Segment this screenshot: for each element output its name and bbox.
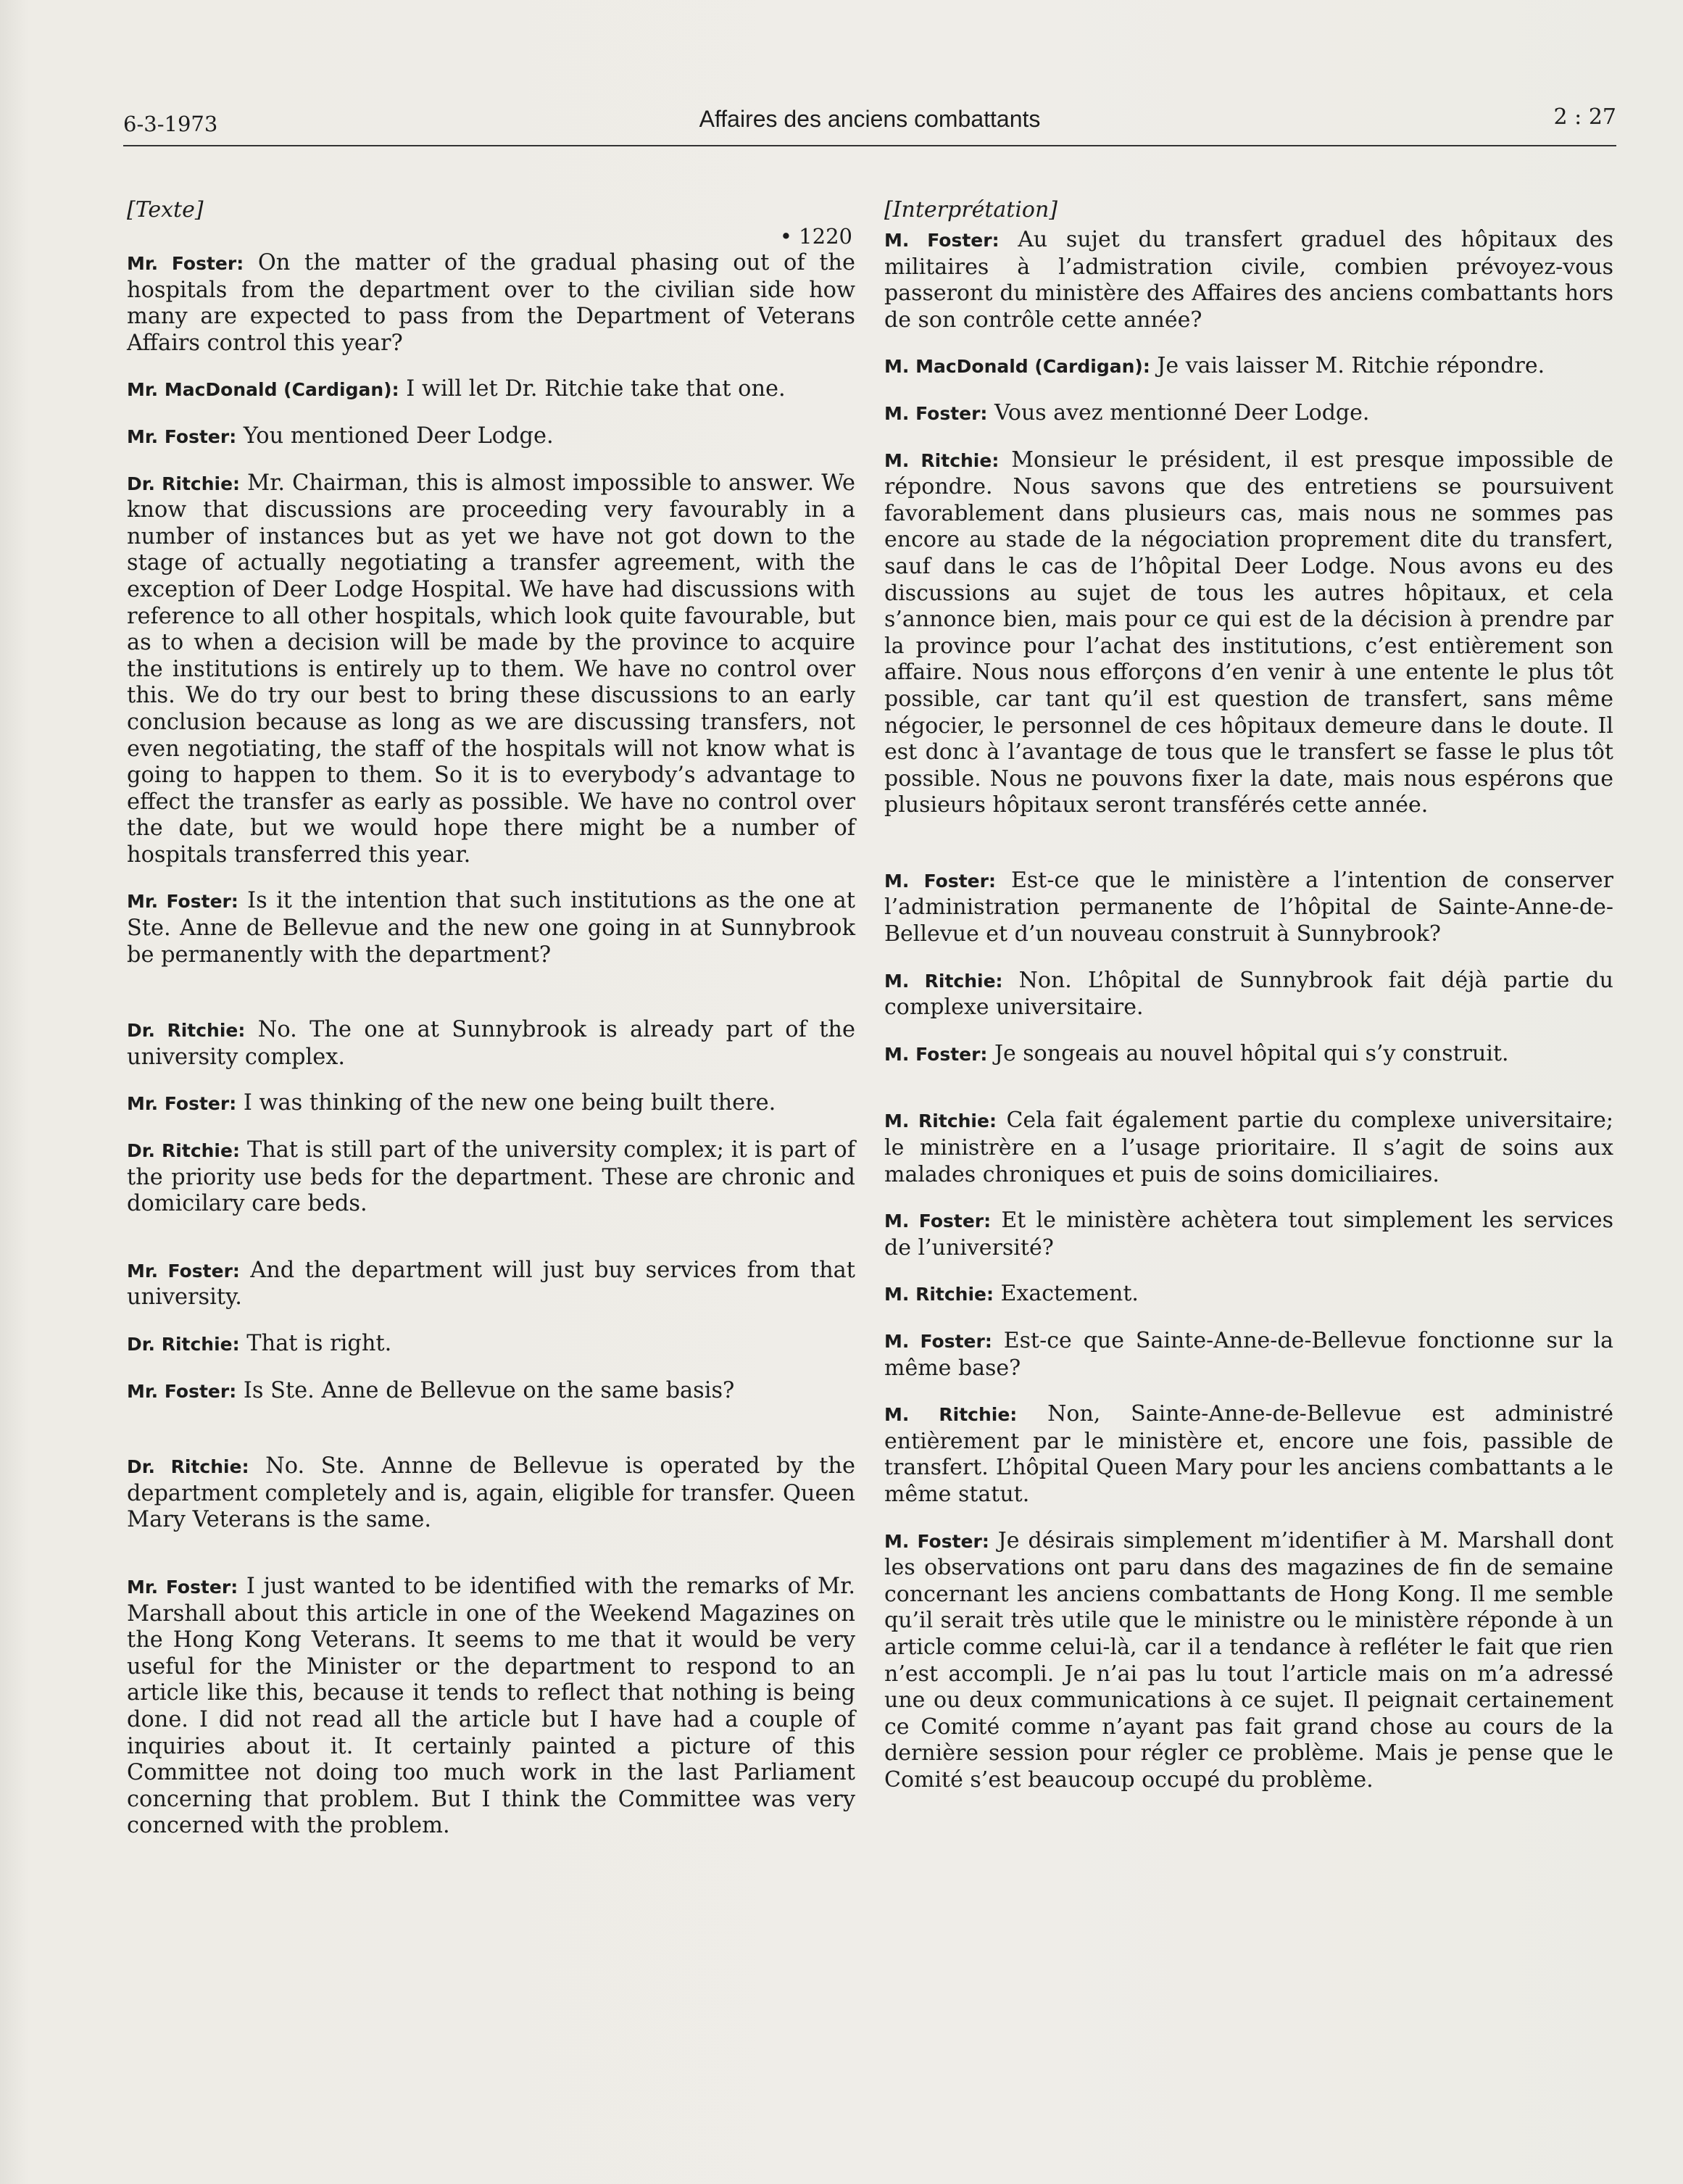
speech-paragraph bbox=[127, 1574, 855, 1840]
speaker-name: Mr. Foster: bbox=[127, 891, 238, 913]
speech-text: I just wanted to be identified with the remarks of Mr. Marshall about this article in one of the Weekend Magazines on the Hong Kong Veterans. It seems to me that it would be very useful for the Minister or the department to respond to an article like this, because it tends to reflect that nothing is being done. I did not read all the article but I have had a couple of inquiries about it. It certainly painted a picture of this Committee not doing too much work in the last Parliament concerning that problem. But I think the Committee was very concerned with the problem. bbox=[127, 1573, 855, 1839]
speaker-name: Mr. Foster: bbox=[127, 1093, 237, 1115]
speech-paragraph bbox=[127, 888, 855, 968]
paragraph-gap bbox=[884, 839, 1613, 868]
right-column-french bbox=[884, 197, 1613, 1814]
speaker-name: Mr. Foster: bbox=[127, 1260, 240, 1282]
page-header bbox=[123, 101, 1616, 146]
speech-text: Cela fait également partie du complexe universitaire; le ministrère en a l’usage prioritaire. Il s’agit de soins aux malades chroniques et puis de soins domiciliaires. bbox=[884, 1108, 1613, 1187]
speech-text: That is still part of the university complex; it is part of the priority use beds for the department. These are chronic and domicilary care beds. bbox=[127, 1137, 855, 1217]
speaker-name: Mr. Foster: bbox=[127, 1576, 238, 1598]
speech-paragraph bbox=[884, 1328, 1613, 1382]
speech-paragraph bbox=[884, 1041, 1613, 1068]
speaker-name: M. Foster: bbox=[884, 1331, 992, 1352]
speech-paragraph bbox=[127, 1090, 855, 1118]
speech-text: You mentioned Deer Lodge. bbox=[236, 423, 554, 449]
speech-paragraph bbox=[127, 1017, 855, 1071]
speech-paragraph bbox=[127, 470, 855, 869]
speech-paragraph bbox=[884, 227, 1613, 333]
speech-paragraph bbox=[127, 1331, 855, 1358]
header-date: 6-3-1973 bbox=[123, 112, 218, 136]
header-title: Affaires des anciens combattants bbox=[699, 106, 1041, 132]
speaker-name: Mr. Foster: bbox=[127, 1380, 237, 1402]
speaker-name: M. Ritchie: bbox=[884, 1110, 997, 1132]
speech-text: I was thinking of the new one being built there. bbox=[236, 1090, 776, 1116]
speech-text: On the matter of the gradual phasing out of the hospitals from the department over to the civilian side how many are expected to pass from the Department of Veterans Affairs control this year? bbox=[127, 250, 855, 356]
speaker-name: M. Foster: bbox=[884, 1043, 988, 1065]
speaker-name: Mr. Foster: bbox=[127, 425, 237, 447]
speaker-name: M. Foster: bbox=[884, 230, 1000, 251]
speaker-name: Dr. Ritchie: bbox=[127, 1020, 246, 1042]
speech-text: Non. L’hôpital de Sunnybrook fait déjà partie du complexe universitaire. bbox=[884, 967, 1613, 1021]
left-column-english bbox=[127, 197, 855, 1859]
speech-text: No. The one at Sunnybrook is already part of the university complex. bbox=[127, 1017, 855, 1070]
speech-text: And the department will just buy services from that university. bbox=[127, 1257, 855, 1311]
speaker-name: M. Foster: bbox=[884, 402, 988, 424]
speech-paragraph bbox=[127, 423, 855, 451]
speaker-name: Mr. MacDonald (Cardigan): bbox=[127, 379, 399, 401]
section-label-texte: [Texte] bbox=[127, 197, 204, 223]
speech-text: Au sujet du transfert graduel des hôpitaux des militaires à l’admistration civile, combien prévoyez-vous passeront du ministère des Affaires des anciens combattants hors de son contrôle cette année? bbox=[884, 227, 1613, 333]
speech-text: Non, Sainte-Anne-de-Bellevue est administré entièrement par le ministère et, encore une fois, passible de transfert. L’hôpital Queen Mary pour les anciens combattants a le même statut. bbox=[884, 1401, 1613, 1507]
time-marker: • 1220 bbox=[779, 224, 852, 249]
speech-paragraph bbox=[884, 1108, 1613, 1188]
speech-paragraph bbox=[884, 1281, 1613, 1308]
speech-paragraph bbox=[884, 1528, 1613, 1794]
speech-text: Monsieur le président, il est presque impossible de répondre. Nous savons que des entretiens se poursuivent favorablement dans plusieurs cas, mais nous ne sommes pas encore au stade de la négociation proprement dite du transfert, sauf dans le cas de l’hôpital Deer Lodge. Nous avons eu des discussions au sujet de tous les autres hôpitaux, et cela s’annonce bien, mais pour ce qui est de la décision à prendre par la province pour l’achat des institutions, c’est entièrement son affaire. Nous nous efforçons d’en venir à une entente le plus tôt possible, car tant qu’il est question de transfert, sans même négocier, le personnel de ces hôpitaux demeure dans le doute. Il est donc à l’avantage de tous que le transfert se fasse le plus tôt possible. Nous ne pouvons fixer la date, mais nous espérons que plusieurs hôpitaux seront transférés cette année. bbox=[884, 447, 1613, 818]
speech-text: Is it the intention that such institutions as the one at Ste. Anne de Bellevue and the new one going in at Sunnybrook be permanently with the department? bbox=[127, 888, 855, 968]
speaker-name: M. Ritchie: bbox=[884, 970, 1003, 992]
speech-paragraph bbox=[884, 868, 1613, 948]
speech-text: Is Ste. Anne de Bellevue on the same basis? bbox=[236, 1377, 735, 1403]
speech-text: Et le ministère achètera tout simplement les services de l’université? bbox=[884, 1208, 1613, 1261]
paragraph-gap bbox=[127, 1237, 855, 1258]
speech-text: Je désirais simplement m’identifier à M. Marshall dont les observations ont paru dans des magazines de fin de semaine concernant les anciens combattants de Hong Kong. Il me semble qu’il serait très utile que le ministre ou le ministère réponde à un article comme celui-là, car il a tendance à refléter le fait que rien n’est accompli. Je n’ai pas lu tout l’article mais on m’a adressé une ou deux communications à ce sujet. Il peignait certainement ce Comité comme n’ayant pas fait grand chose au cours de la dernière session pour régler ce problème. Mais je pense que le Comité s’est beaucoup occupé du problème. bbox=[884, 1527, 1613, 1793]
speech-paragraph bbox=[884, 1401, 1613, 1508]
speech-text: Est-ce que le ministère a l’intention de conserver l’administration permanente de l’hôpital de Sainte-Anne-de-Bellevue et d’un nouveau construit à Sunnybrook? bbox=[884, 867, 1613, 947]
paragraph-gap bbox=[127, 988, 855, 1017]
speaker-name: M. MacDonald (Cardigan): bbox=[884, 356, 1150, 378]
speech-text: Je vais laisser M. Ritchie répondre. bbox=[1150, 353, 1545, 379]
speech-paragraph bbox=[127, 250, 855, 357]
speaker-name: M. Foster: bbox=[884, 1211, 992, 1232]
speech-paragraph bbox=[127, 1453, 855, 1534]
speech-paragraph bbox=[884, 968, 1613, 1021]
speech-paragraph bbox=[127, 1137, 855, 1218]
header-page-number: 2 : 27 bbox=[1553, 104, 1616, 130]
speech-paragraph bbox=[127, 1378, 855, 1406]
speaker-name: M. Foster: bbox=[884, 870, 996, 892]
speech-text: That is right. bbox=[239, 1331, 392, 1356]
speaker-name: Dr. Ritchie: bbox=[127, 1334, 240, 1355]
speaker-name: Dr. Ritchie: bbox=[127, 473, 241, 494]
speech-text: No. Ste. Annne de Bellevue is operated by the department completely and is, again, eligible for transfer. Queen Mary Veterans is the same. bbox=[127, 1453, 855, 1533]
speech-paragraph bbox=[884, 353, 1613, 381]
speech-text: Exactement. bbox=[994, 1281, 1139, 1307]
section-label-interpretation: [Interprétation] bbox=[884, 197, 1058, 223]
speaker-name: M. Ritchie: bbox=[884, 449, 1000, 471]
speaker-name: M. Foster: bbox=[884, 1530, 989, 1552]
speech-paragraph bbox=[127, 376, 855, 404]
paragraph-gap bbox=[127, 1424, 855, 1453]
speech-paragraph bbox=[884, 1208, 1613, 1261]
speech-paragraph bbox=[127, 1258, 855, 1311]
speaker-name: Dr. Ritchie: bbox=[127, 1140, 240, 1162]
speech-text: Je songeais au nouvel hôpital qui s’y construit. bbox=[987, 1040, 1509, 1066]
paragraph-gap bbox=[884, 1087, 1613, 1108]
speaker-name: M. Ritchie: bbox=[884, 1284, 994, 1305]
speaker-name: M. Ritchie: bbox=[884, 1404, 1018, 1426]
speech-paragraph bbox=[884, 447, 1613, 819]
paragraph-gap bbox=[127, 1553, 855, 1574]
speaker-name: Dr. Ritchie: bbox=[127, 1456, 249, 1478]
speech-text: Vous avez mentionné Deer Lodge. bbox=[987, 399, 1370, 425]
speech-text: Mr. Chairman, this is almost impossible to answer. We know that discussions are proceeding very favourably in a number of instances but as yet we have not got down to the stage of actually negotiating a transfer agreement, with the exception of Deer Lodge Hospital. We have had discussions with reference to all other hospitals, which look quite favourable, but as to when a decision will be made by the province to acquire the institutions is entirely up to them. We have no control over this. We do try our best to bring these discussions to an early conclusion because as long as we are discussing transfers, not even negotiating, the staff of the hospitals will not know what is going to happen to them. So it is to everybody’s advantage to effect the transfer as early as possible. We have no control over the date, but we would hope there might be a number of hospitals transferred this year. bbox=[127, 470, 855, 868]
speech-paragraph bbox=[884, 400, 1613, 428]
speaker-name: Mr. Foster: bbox=[127, 253, 244, 274]
speech-text: Est-ce que Sainte-Anne-de-Bellevue fonctionne sur la même base? bbox=[884, 1328, 1613, 1381]
speech-text: I will let Dr. Ritchie take that one. bbox=[399, 376, 786, 402]
